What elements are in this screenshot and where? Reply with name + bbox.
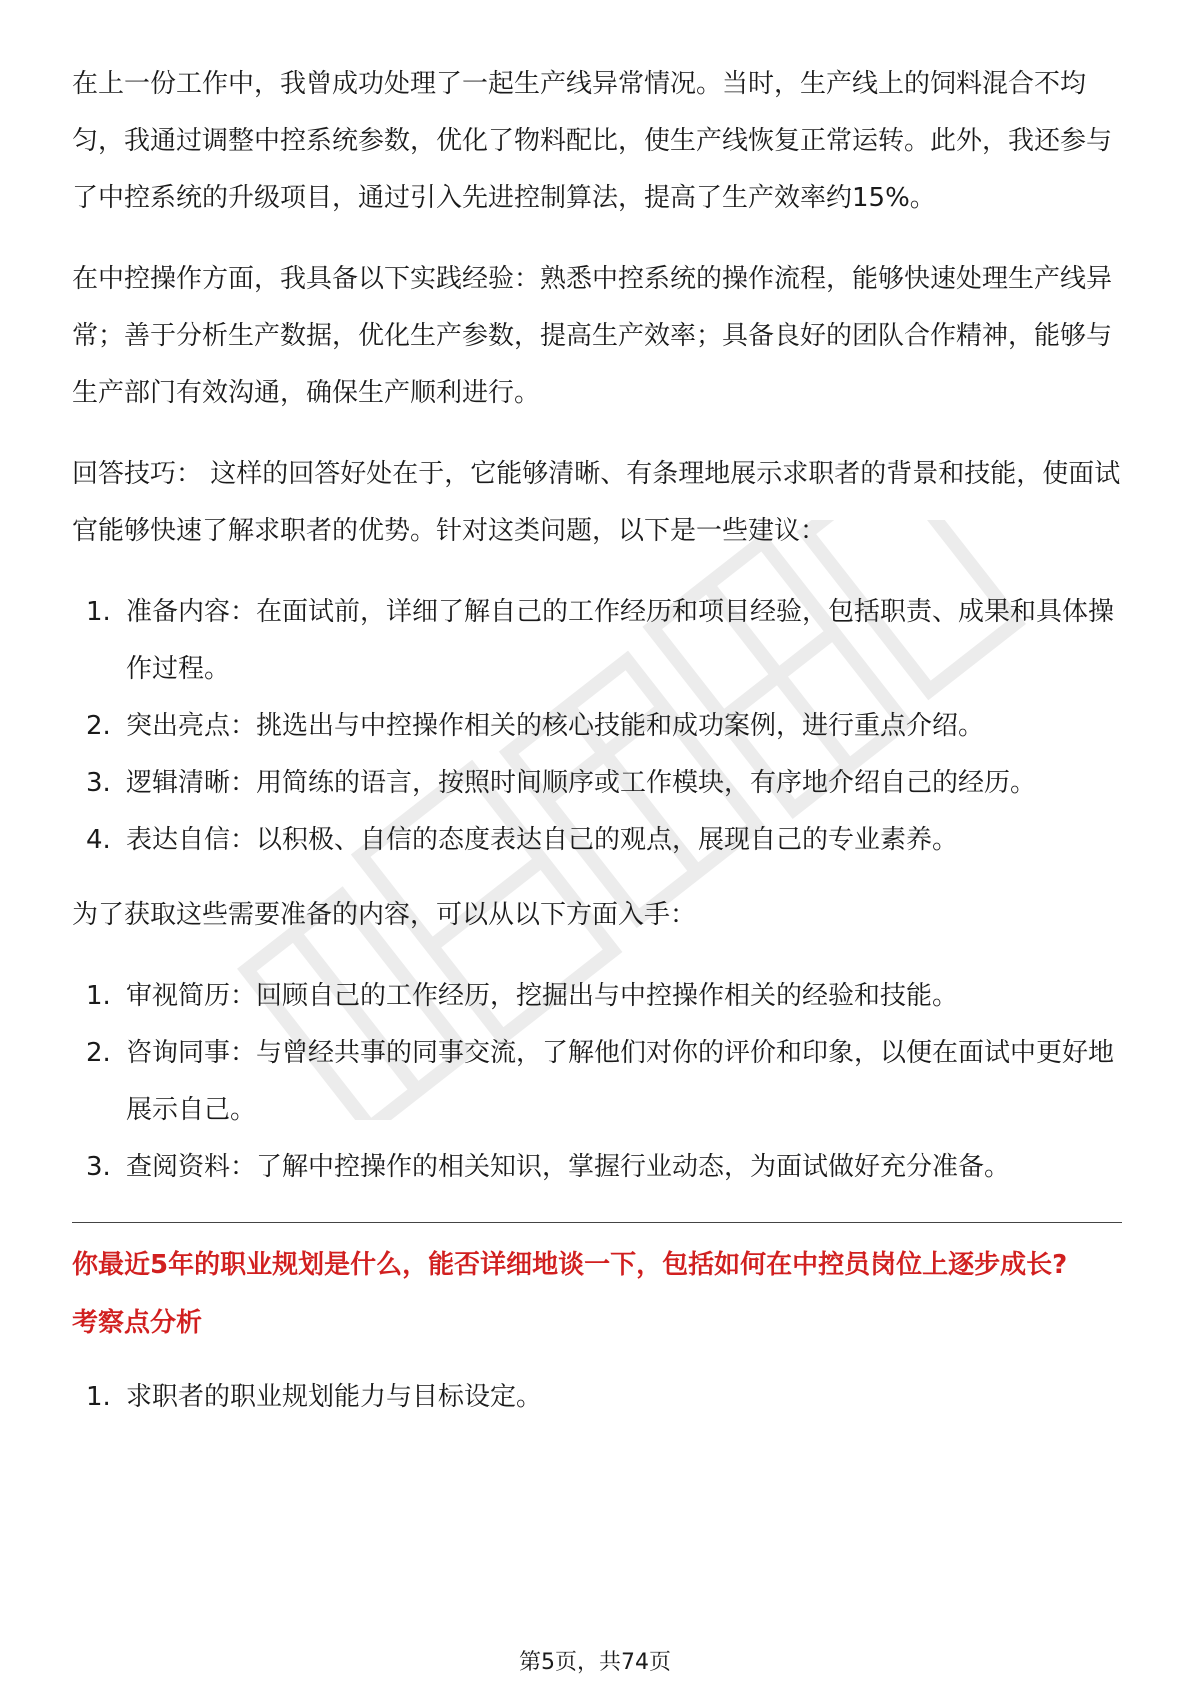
list-number: 2.: [86, 1038, 111, 1068]
list-item-text: 咨询同事：与曾经共事的同事交流，了解他们对你的评价和印象，以便在面试中更好地展示自己。: [126, 1038, 1115, 1125]
question-heading: 你最近5年的职业规划是什么，能否详细地谈一下，包括如何在中控员岗位上逐步成长?: [72, 1250, 1068, 1280]
list-item-text: 查阅资料：了解中控操作的相关知识，掌握行业动态，为面试做好充分准备。: [126, 1152, 1011, 1182]
main-content: [72, 56, 1122, 1444]
list-item: [72, 1139, 1122, 1196]
list-number: 1.: [86, 1382, 111, 1412]
list-item: [72, 584, 1122, 698]
paragraph-preparation: 为了获取这些需要准备的内容，可以从以下方面入手：: [72, 900, 697, 930]
list-item: [72, 1025, 1122, 1139]
list-number: 4.: [86, 825, 111, 855]
list-item-text: 准备内容：在面试前，详细了解自己的工作经历和项目经验，包括职责、成果和具体操作过程。: [126, 597, 1115, 684]
paragraph-practice: 在中控操作方面，我具备以下实践经验：熟悉中控系统的操作流程，能够快速处理生产线异常；善于分析生产数据，优化生产参数，提高生产效率；具备良好的团队合作精神，能够与生产部门有效沟通，确保生产顺利进行。: [72, 264, 1113, 408]
list-number: 2.: [86, 711, 111, 741]
tips-list: [72, 584, 1122, 869]
list-number: 3.: [86, 768, 111, 798]
sources-list: [72, 968, 1122, 1196]
list-item-text: 求职者的职业规划能力与目标设定。: [126, 1382, 543, 1412]
list-number: 3.: [86, 1152, 111, 1182]
list-number: 1.: [86, 981, 111, 1011]
list-item: [72, 755, 1122, 812]
analysis-list: [72, 1369, 1122, 1426]
list-item-text: 审视简历：回顾自己的工作经历，挖掘出与中控操作相关的经验和技能。: [126, 981, 959, 1011]
list-item: [72, 698, 1122, 755]
paragraph-experience: 在上一份工作中，我曾成功处理了一起生产线异常情况。当时，生产线上的饲料混合不均匀，我通过调整中控系统参数，优化了物料配比，使生产线恢复正常运转。此外，我还参与了中控系统的升级项目，通过引入先进控制算法，提高了生产效率约15%。: [72, 69, 1113, 213]
list-number: 1.: [86, 597, 111, 627]
list-item-text: 逻辑清晰：用简练的语言，按照时间顺序或工作模块，有序地介绍自己的经历。: [126, 768, 1037, 798]
paragraph-answer-tips: 回答技巧： 这样的回答好处在于，它能够清晰、有条理地展示求职者的背景和技能，使面试官能够快速了解求职者的优势。针对这类问题，以下是一些建议：: [72, 459, 1121, 546]
list-item-text: 突出亮点：挑选出与中控操作相关的核心技能和成功案例，进行重点介绍。: [126, 711, 985, 741]
analysis-heading: 考察点分析: [72, 1308, 203, 1338]
page-footer: 第5页，共74页: [519, 1650, 671, 1675]
list-item: [72, 812, 1122, 869]
list-item: [72, 1369, 1122, 1426]
list-item-text: 表达自信：以积极、自信的态度表达自己的观点，展现自己的专业素养。: [126, 825, 959, 855]
section-divider: [72, 1222, 1122, 1223]
list-item: [72, 968, 1122, 1025]
